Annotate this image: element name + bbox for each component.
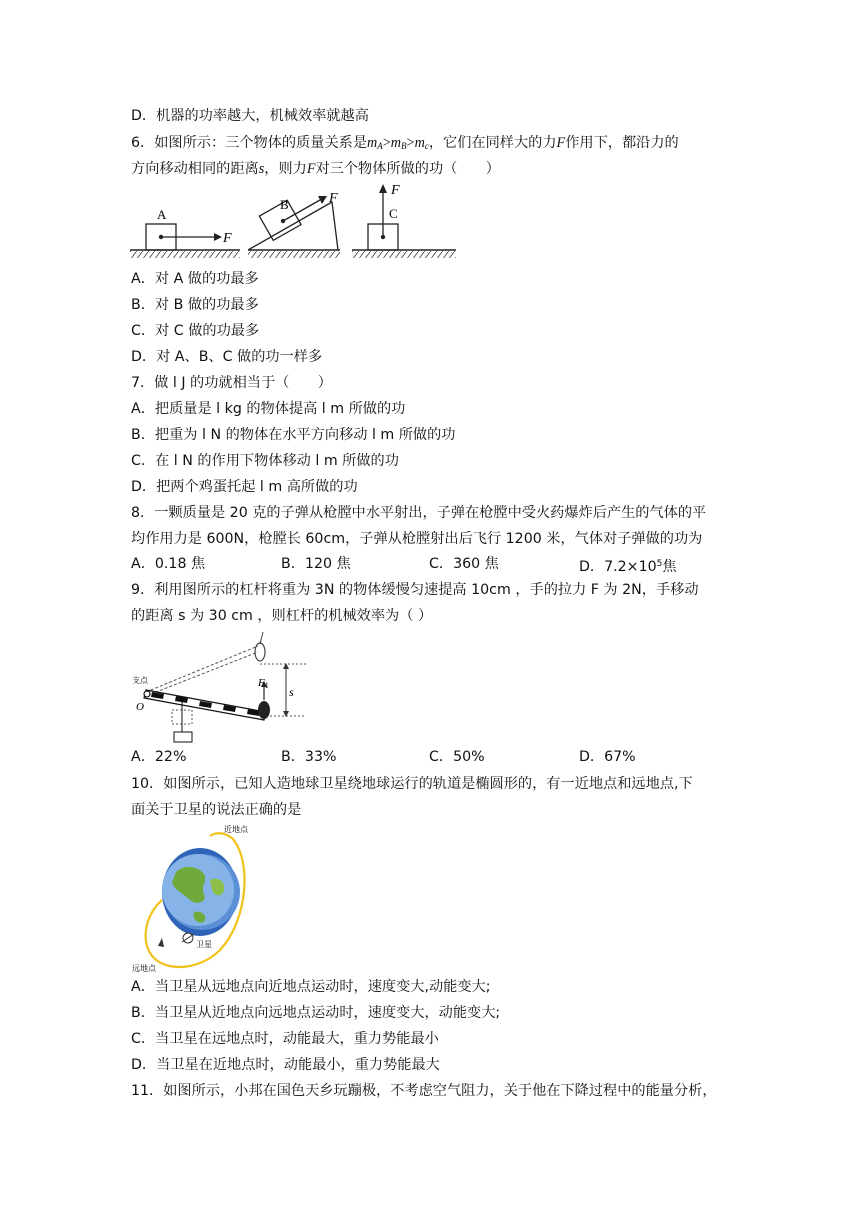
- q8-stem-line2: 均作用力是 600N，枪膛长 60cm，子弹从枪膛射出后飞行 1200 米，气体对子弹做的功为: [131, 531, 703, 547]
- block-b-diagram: [248, 191, 340, 258]
- q8-option-a: A．0.18 焦: [131, 556, 206, 572]
- mass-b: $m_B$: [390, 135, 407, 151]
- q7-option-a: A．把质量是 l kg 的物体提高 l m 所做的功: [131, 401, 406, 417]
- q9-stem-line1: 9．利用图所示的杠杆将重为 3N 的物体缓慢匀速提高 10cm ，手的拉力 F 为 2N，手移动: [131, 582, 699, 598]
- q8-option-b: B．120 焦: [281, 556, 351, 572]
- label-fulcrum: 支点: [132, 676, 148, 685]
- block-c-diagram: [352, 183, 456, 258]
- label-f-c: F: [391, 183, 400, 198]
- label-c: C: [389, 206, 398, 221]
- q10-option-c: C．当卫星在远地点时，动能最大，重力势能最小: [131, 1031, 439, 1047]
- q8-option-c: C．360 焦: [429, 556, 499, 572]
- q11-stem-line1: 11．如图所示，小邦在国色天乡玩蹦极，不考虑空气阻力，关于他在下降过程中的能量分析，: [131, 1083, 717, 1099]
- q9-option-c: C．50%: [429, 749, 485, 765]
- q10-stem-line2: 面关于卫星的说法正确的是: [131, 802, 302, 818]
- q6-stem-line2: 方向移动相同的距离s，则力F对三个物体所做的功（ ）: [131, 161, 500, 177]
- label-satellite: 卫星: [196, 940, 212, 949]
- label-f-b: F: [329, 191, 338, 206]
- mass-c: $m_c$: [414, 135, 429, 151]
- q7-option-c: C．在 l N 的作用下物体移动 l m 所做的功: [131, 453, 399, 469]
- label-s: s: [289, 685, 294, 699]
- q7-option-d: D．把两个鸡蛋托起 l m 高所做的功: [131, 479, 358, 495]
- label-f1: F1: [258, 677, 269, 690]
- q5-option-d: D．机器的功率越大，机械效率就越高: [131, 108, 369, 124]
- label-a: A: [157, 207, 167, 222]
- q6-option-a: A．对 A 做的功最多: [131, 271, 259, 287]
- mass-a: $m_A$: [367, 135, 383, 151]
- label-perigee: 近地点: [224, 825, 248, 834]
- q6-stem-line1: 6．如图所示：三个物体的质量关系是$m_A>m_B>m_c$，它们在同样大的力F作用下，都沿力的: [131, 135, 679, 151]
- block-a-diagram: [130, 207, 240, 258]
- label-apogee: 远地点: [132, 964, 156, 973]
- q10-option-b: B．当卫星从近地点向远地点运动时，速度变大，动能变大;: [131, 1005, 501, 1021]
- q9-option-a: A．22%: [131, 749, 187, 765]
- q6-option-b: B．对 B 做的功最多: [131, 297, 259, 313]
- q10-satellite-figure: [128, 820, 258, 976]
- q9-lever-figure: [130, 626, 310, 746]
- q10-stem-line1: 10．如图所示，已知人造地球卫星绕地球运行的轨道是椭圆形的，有一近地点和远地点,下: [131, 776, 693, 792]
- q6-option-d: D．对 A、B、C 做的功一样多: [131, 349, 323, 365]
- q9-option-b: B．33%: [281, 749, 337, 765]
- label-o: O: [136, 701, 144, 713]
- q9-option-d: D．67%: [579, 749, 636, 765]
- label-b: B: [280, 197, 289, 212]
- q7-stem: 7．做 l J 的功就相当于（ ）: [131, 375, 332, 391]
- q10-option-d: D．当卫星在近地点时，动能最小，重力势能最大: [131, 1057, 440, 1073]
- label-f-a: F: [223, 231, 232, 246]
- q9-stem-line2: 的距离 s 为 30 cm ，则杠杆的机械效率为（ ）: [131, 608, 433, 624]
- q8-stem-line1: 8．一颗质量是 20 克的子弹从枪膛中水平射出，子弹在枪膛中受火药爆炸后产生的气体的平: [131, 505, 707, 521]
- q6-option-c: C．对 C 做的功最多: [131, 323, 260, 339]
- q8-option-d: D．$7.2\times 10^5$焦: [579, 559, 677, 575]
- q10-option-a: A．当卫星从远地点向近地点运动时，速度变大,动能变大;: [131, 979, 491, 995]
- q6-figure: [130, 180, 460, 266]
- q7-option-b: B．把重为 l N 的物体在水平方向移动 l m 所做的功: [131, 427, 456, 443]
